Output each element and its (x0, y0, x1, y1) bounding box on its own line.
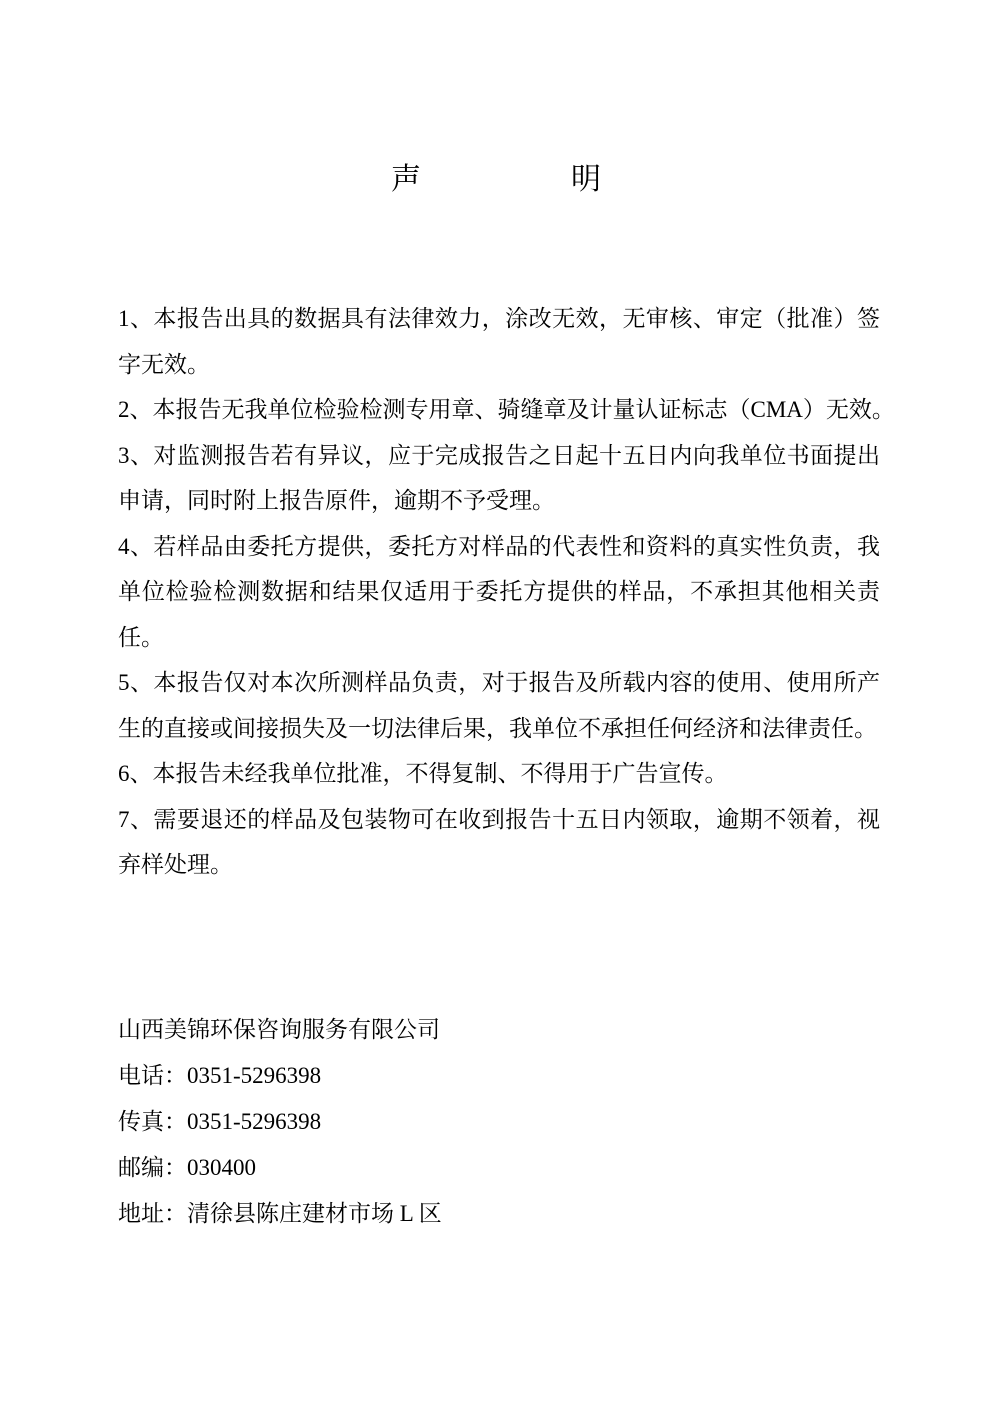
declaration-item-2 (118, 387, 895, 433)
page-title: 声 明 (391, 163, 601, 196)
item-7-line-1: 7、需要退还的样品及包装物可在收到报告十五日内领取，逾期不领着，视 (118, 806, 880, 832)
declaration-item-4 (118, 524, 880, 661)
item-1-line-1: 1、本报告出具的数据具有法律效力，涂改无效，无审核、审定（批准）签 (118, 306, 880, 331)
item-2-line-1: 2、本报告无我单位检验检测专用章、骑缝章及计量认证标志（CMA）无效。 (118, 397, 895, 422)
item-5-line-2: 生的直接或间接损失及一切法律后果，我单位不承担任何经济和法律责任。 (118, 715, 877, 741)
item-3-line-1: 3、对监测报告若有异议，应于完成报告之日起十五日内向我单位书面提出 (118, 442, 880, 468)
item-4-line-1: 4、若样品由委托方提供，委托方对样品的代表性和资料的真实性负责，我 (118, 533, 880, 559)
item-4-line-3: 任。 (118, 624, 164, 650)
declaration-items (118, 296, 895, 888)
item-7-line-2: 弃样处理。 (118, 852, 233, 877)
phone-line: 电话：0351-5296398 (118, 1063, 322, 1088)
declaration-item-6 (118, 751, 880, 797)
company-info (118, 1007, 880, 1237)
item-3-line-2: 申请，同时附上报告原件，逾期不予受理。 (118, 488, 555, 513)
address-line: 地址：清徐县陈庄建材市场 L 区 (118, 1201, 442, 1226)
item-6-line-1: 6、本报告未经我单位批准，不得复制、不得用于广告宣传。 (118, 761, 728, 786)
declaration-item-1 (118, 296, 880, 387)
declaration-item-5 (118, 660, 880, 751)
item-4-line-2: 单位检验检测数据和结果仅适用于委托方提供的样品，不承担其他相关责 (118, 579, 880, 604)
fax-line: 传真：0351-5296398 (118, 1109, 322, 1134)
item-1-line-2: 字无效。 (118, 351, 210, 377)
declaration-item-3 (118, 433, 880, 524)
declaration-item-7 (118, 797, 880, 888)
item-5-line-1: 5、本报告仅对本次所测样品负责，对于报告及所载内容的使用、使用所产 (118, 670, 880, 695)
postcode-line: 邮编：030400 (118, 1155, 256, 1180)
company-name: 山西美锦环保咨询服务有限公司 (118, 1017, 440, 1042)
